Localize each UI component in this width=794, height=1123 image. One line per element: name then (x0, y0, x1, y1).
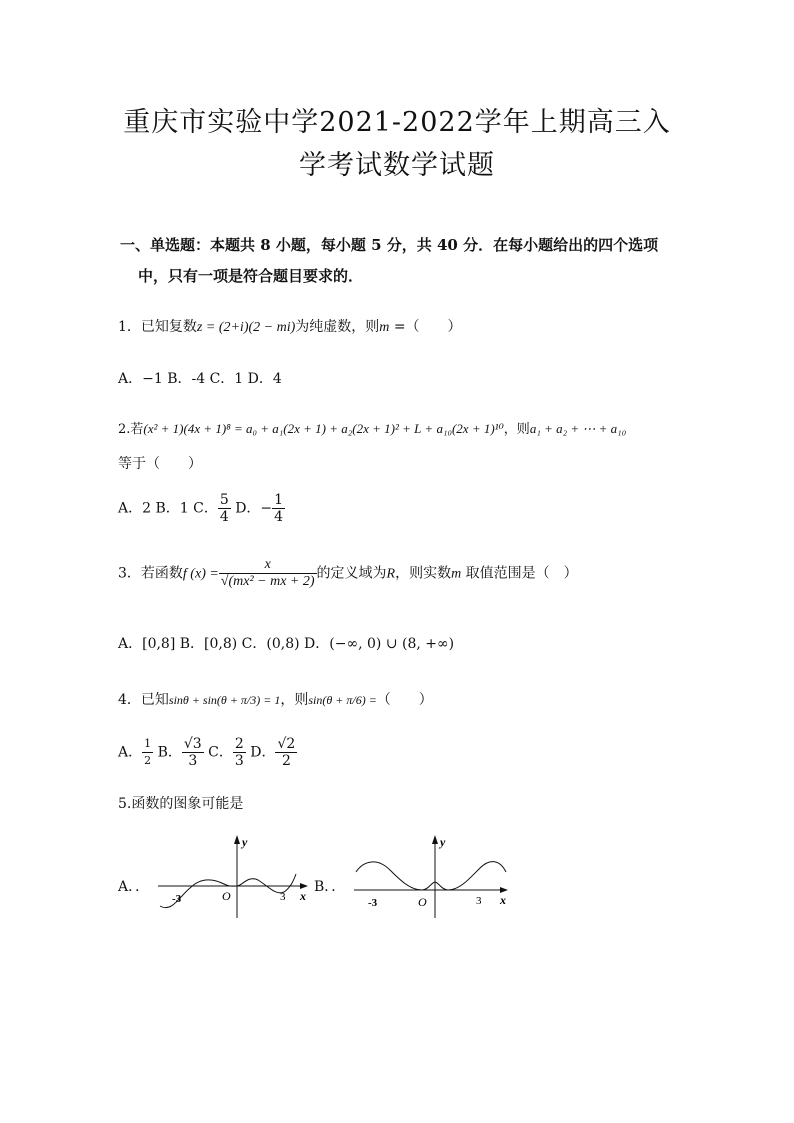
question-3 (118, 557, 578, 590)
graph-a-origin: O (222, 889, 231, 903)
graph-a-y-label: y (242, 835, 248, 849)
q3-fx: f (x) = (182, 566, 219, 582)
q2-option-d-fraction (272, 492, 285, 525)
q2-d-denominator: 4 (274, 509, 284, 525)
q5-graph-a (150, 830, 320, 920)
q1-suffix: 为纯虚数，则 (295, 319, 380, 335)
section-heading-line2: 中，只有一项是符合题目要求的． (138, 267, 364, 285)
graph-b-y-arrow-icon (432, 835, 438, 844)
q2-expression: (x² + 1)(4x + 1)⁸ = a₀ + a₁(2x + 1) + a₂(2x + 1)² + L + a₁₀(2x + 1)¹⁰ (143, 421, 504, 436)
q4-option-b-label: B． (153, 744, 182, 761)
q2-d-numerator: 1 (274, 492, 284, 508)
graph-b-y-label: y (440, 835, 446, 849)
q3-prefix: 3．若函数 (118, 565, 183, 582)
q2-option-d-label: D．− (230, 500, 273, 517)
graph-a-tick-neg: -3 (172, 893, 182, 905)
q4-option-d-fraction (275, 736, 297, 769)
q2-option-c-fraction (218, 492, 231, 525)
graph-b-origin: O (418, 895, 427, 909)
q4-c-numerator: 2 (234, 736, 244, 752)
graph-b-tick-pos: 3 (476, 895, 482, 907)
q1-options: A．−1 B．-4 C．1 D．4 (118, 371, 282, 387)
question-1 (118, 316, 462, 336)
q3-denominator: √(mx² − mx + 2) (220, 574, 315, 589)
q4-option-a-fraction (142, 736, 153, 769)
q3-R: R (386, 566, 396, 582)
q3-numerator: x (219, 557, 317, 574)
q3-options: A．[0,8] B．[0,8) C．(0,8) D．(−∞, 0) ∪ (8, +∞) (118, 636, 455, 652)
q1-variable: m (379, 320, 390, 335)
q3-suffix: 的定义域为 (316, 565, 387, 582)
q2-line2: 等于（ ） (118, 456, 202, 472)
q4-a-denominator: 2 (144, 754, 152, 767)
q4-b-numerator: √3 (183, 736, 202, 752)
q1-expression: z = (2+i)(2 − mi) (196, 320, 296, 335)
graph-a-x-label: x (300, 889, 306, 903)
q2-option-ab: A．2 B．1 C． (118, 500, 218, 517)
graph-b-curve (356, 862, 506, 890)
q3-fraction (219, 557, 317, 590)
q3-mid: ，则实数 (395, 565, 452, 582)
q4-expression: sinθ + sin(θ + π/3) = 1 (168, 693, 281, 707)
q2-c-numerator: 5 (219, 492, 229, 508)
q4-a-numerator: 1 (142, 736, 153, 753)
q4-options (118, 736, 297, 769)
q3-tail: 取值范围是（ ） (461, 565, 578, 582)
q2-sum-expression: a₁ + a₂ + ⋯ + a₁₀ (529, 421, 627, 436)
q4-target-expression: sin(θ + π/6) = (308, 693, 377, 707)
q4-d-denominator: 2 (281, 753, 291, 769)
question-4 (118, 689, 433, 709)
q1-tail: =（ ） (389, 319, 462, 335)
q4-option-c-label: C． (203, 744, 233, 761)
graph-a-y-arrow-icon (234, 835, 240, 844)
graph-a-tick-pos: 3 (280, 891, 286, 903)
q4-c-denominator: 3 (234, 753, 244, 769)
q2-options (118, 492, 285, 525)
q3-variable: m (451, 566, 462, 582)
q2-mid: ，则 (503, 422, 530, 437)
q4-option-c-fraction (233, 736, 246, 769)
q4-option-b-fraction (182, 736, 204, 769)
q5-option-b-label: B．． (314, 879, 346, 895)
q4-option-d-label: D． (245, 744, 276, 761)
section-heading-line1: 一、单选题：本题共 8 小题，每小题 5 分，共 40 分．在每小题给出的四个选项 (120, 236, 659, 254)
graph-b-tick-neg: -3 (368, 897, 378, 909)
q4-tail: （ ） (376, 692, 433, 708)
graph-b-x-label: x (500, 893, 506, 907)
q4-b-denominator: 3 (188, 753, 198, 769)
q5-option-a-label: A．． (118, 879, 150, 895)
q2-c-denominator: 4 (219, 509, 229, 525)
exam-title-line1: 重庆市实验中学2021-2022学年上期高三入 (123, 107, 671, 138)
question-5: 5.函数的图象可能是 (118, 796, 244, 812)
question-2 (118, 418, 626, 437)
q4-mid: ，则 (280, 692, 309, 708)
q4-option-a-label: A． (118, 744, 143, 761)
q1-prefix: 1．已知复数 (118, 319, 197, 335)
q2-prefix: 2.若 (118, 422, 144, 437)
exam-title-line2: 学考试数学试题 (299, 150, 495, 181)
q4-d-numerator: √2 (277, 736, 296, 752)
q4-prefix: 4．已知 (118, 692, 169, 708)
q5-graph-b (350, 830, 520, 920)
section-heading (120, 230, 680, 292)
